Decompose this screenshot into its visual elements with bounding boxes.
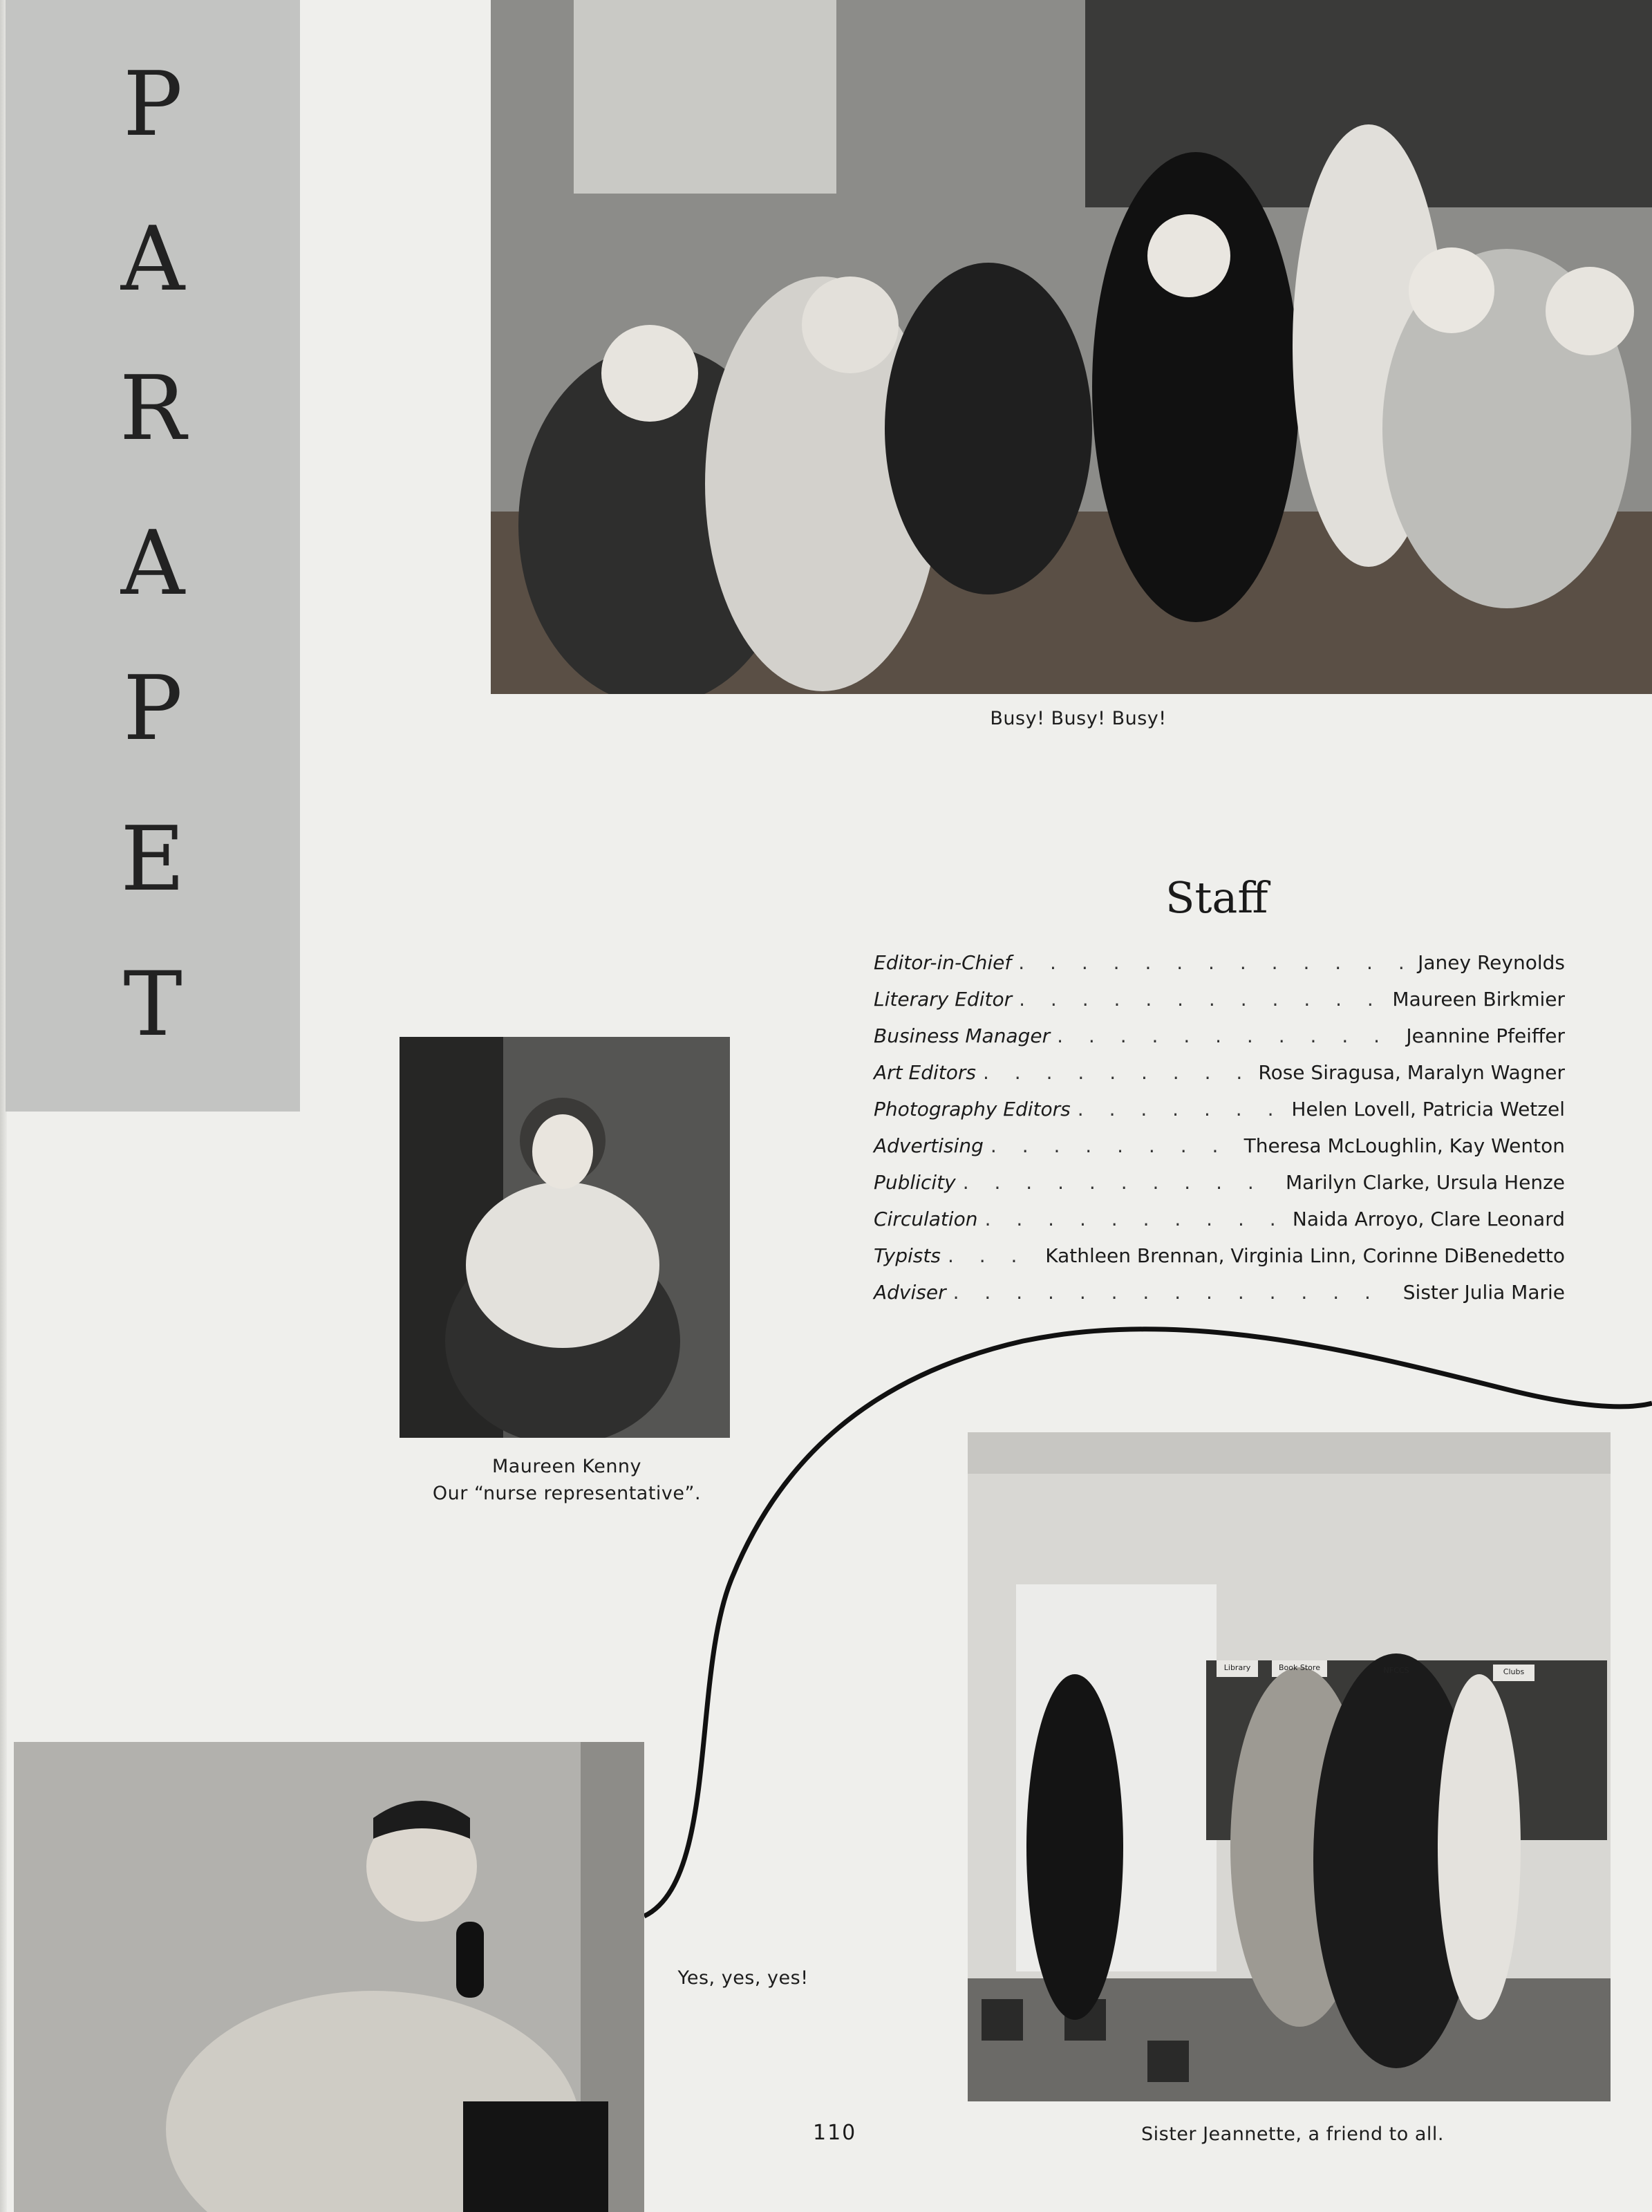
kenny-caption	[387, 1453, 747, 1507]
page-number: 110	[813, 2121, 857, 2145]
staff-name: Theresa McLoughlin, Kay Wenton	[1243, 1134, 1565, 1157]
staff-row	[874, 1244, 1565, 1281]
phone-caption: Yes, yes, yes!	[677, 1967, 809, 1989]
staff-role: Publicity	[874, 1171, 956, 1194]
side-title-letter: E	[120, 808, 185, 911]
group-working-photo	[491, 0, 1652, 694]
kenny-caption-name: Maureen Kenny	[491, 1456, 642, 1477]
leader-dots	[991, 1134, 1237, 1157]
side-title-letter: R	[119, 357, 187, 460]
board-label-library: Library	[1223, 1663, 1251, 1672]
board-label-nfccs: NFCCS	[1383, 1666, 1409, 1675]
staff-row	[874, 1024, 1565, 1061]
side-title-letter: A	[120, 512, 185, 615]
maureen-kenny-photo	[400, 1037, 730, 1438]
board-label-book-store: Book Store	[1279, 1663, 1320, 1672]
staff-row	[874, 1208, 1565, 1244]
side-title-letter: T	[123, 953, 182, 1056]
side-title-letter: P	[122, 53, 183, 156]
staff-row	[874, 988, 1565, 1024]
leader-dots	[983, 1061, 1251, 1084]
staff-heading: Staff	[1165, 872, 1268, 923]
staff-role: Typists	[874, 1244, 941, 1267]
staff-row	[874, 951, 1565, 988]
staff-row	[874, 1281, 1565, 1318]
leader-dots	[1019, 988, 1385, 1011]
group-working-photo-image	[491, 0, 1652, 694]
leader-dots	[948, 1244, 1038, 1267]
side-title-letter: P	[122, 657, 183, 760]
staff-role: Advertising	[874, 1134, 984, 1157]
telephone-call-photo-image	[14, 1742, 644, 2212]
board-label-clubs: Clubs	[1503, 1667, 1525, 1676]
staff-row	[874, 1061, 1565, 1098]
side-title-letter: A	[120, 208, 185, 311]
staff-role: Business Manager	[874, 1024, 1051, 1047]
staff-name: Marilyn Clarke, Ursula Henze	[1286, 1171, 1565, 1194]
staff-name: Sister Julia Marie	[1402, 1281, 1565, 1304]
staff-name: Janey Reynolds	[1418, 951, 1565, 974]
staff-name: Kathleen Brennan, Virginia Linn, Corinne DiBenedetto	[1045, 1244, 1565, 1267]
leader-dots	[963, 1171, 1279, 1194]
staff-role: Circulation	[874, 1208, 978, 1230]
busy-photo-caption: Busy! Busy! Busy!	[990, 708, 1167, 729]
kenny-caption-description: Our “nurse representative”.	[432, 1483, 702, 1505]
side-title-panel	[6, 0, 300, 1112]
telephone-call-photo	[14, 1742, 644, 2212]
leader-dots	[1057, 1024, 1399, 1047]
bulletin-board-photo-image	[968, 1432, 1611, 2101]
staff-role: Literary Editor	[874, 988, 1013, 1011]
maureen-kenny-photo-image	[400, 1037, 730, 1438]
staff-name: Rose Siragusa, Maralyn Wagner	[1258, 1061, 1565, 1084]
staff-list	[874, 951, 1565, 1318]
staff-name: Naida Arroyo, Clare Leonard	[1292, 1208, 1565, 1230]
staff-name: Maureen Birkmier	[1392, 988, 1565, 1011]
staff-role: Adviser	[874, 1281, 946, 1304]
bulletin-board-photo	[968, 1432, 1611, 2101]
leader-dots	[953, 1281, 1396, 1304]
staff-role: Art Editors	[874, 1061, 976, 1084]
staff-row	[874, 1098, 1565, 1134]
leader-dots	[1018, 951, 1411, 974]
staff-row	[874, 1171, 1565, 1208]
leader-dots	[1078, 1098, 1285, 1121]
staff-row	[874, 1134, 1565, 1171]
jeannette-caption: Sister Jeannette, a friend to all.	[1141, 2124, 1444, 2145]
staff-name: Jeannine Pfeiffer	[1406, 1024, 1565, 1047]
staff-role: Editor-in-Chief	[874, 951, 1012, 974]
staff-role: Photography Editors	[874, 1098, 1071, 1121]
leader-dots	[985, 1208, 1286, 1230]
staff-name: Helen Lovell, Patricia Wetzel	[1291, 1098, 1565, 1121]
